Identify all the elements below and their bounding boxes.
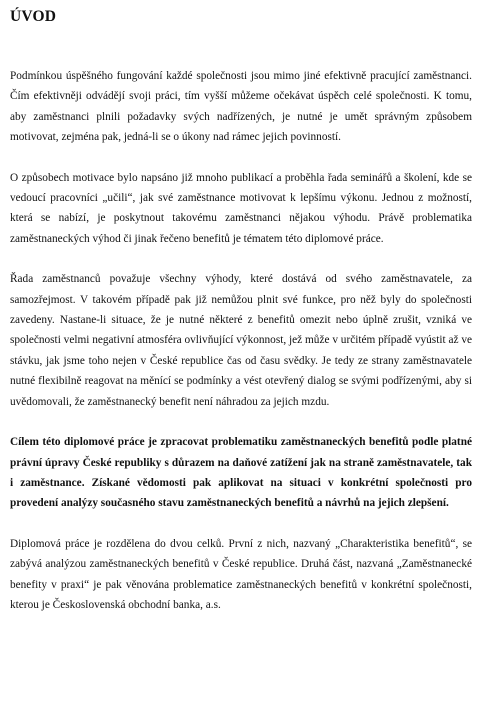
- paragraph-employees: Řada zaměstnanců považuje všechny výhody, které dostává od svého zaměstnavatele, za samozřejmost. V takovém případě pak již nemůžou plnit své funkce, pro něž byly do společnosti zavedeny. Nastane-li situace, že je nutné některé z benefitů omezit nebo úplně zrušit, vzniká ve společnosti velmi negativní atmosféra ovlivňující výkonnost, jež může v určitém případě vyústit až ve stávku, jak jsme toho nejen v České republice čas od času svědky. Je tedy ze strany zaměstnavatele nutné flexibilně reagovat na měnící se podmínky a vést otevřený dialog se svými podřízenými, aby si uvědomovali, že zaměstnanecký benefit není náhradou za jejich mzdu.: [10, 273, 472, 408]
- paragraph-intro: Podmínkou úspěšného fungování každé společnosti jsou mimo jiné efektivně pracující zaměstnanci. Čím efektivněji odvádějí svoji práci, tím vyšší můžeme očekávat úspěch celé společnosti. K tomu, aby zaměstnanci plnili požadavky svých nadřízených, je nutné je umět správným způsobem motivovat, zejména pak, jedná-li se o úkony nad rámec jejich povinností.: [10, 70, 472, 144]
- page-title: ÚVOD: [10, 8, 57, 25]
- paragraph-motivation: O způsobech motivace bylo napsáno již mnoho publikací a proběhla řada seminářů a školení, kde se vedoucí pracovníci „učili“, jak své zaměstnance motivovat k lepšímu výkonu. Jednou z možností, která se nabízí, je poskytnout takovému zaměstnanci nějakou výhodu. Právě problematika zaměstnaneckých výhod či jinak řečeno benefitů je tématem této diplomové práce.: [10, 171, 472, 245]
- document-page: [10, 8, 472, 635]
- paragraph-goal: Cílem této diplomové práce je zpracovat problematiku zaměstnaneckých benefitů podle platné právní úpravy České republiky s důrazem na daňové zatížení jak na straně zaměstnavatele, tak i zaměstnance. Získané vědomosti pak aplikovat na situaci v konkrétní společnosti pro provedení analýzy současného stavu zaměstnaneckých benefitů a návrhů na jejich zlepšení.: [10, 436, 472, 510]
- paragraph-structure: Diplomová práce je rozdělena do dvou celků. První z nich, nazvaný „Charakteristika benefitů“, se zabývá analýzou zaměstnaneckých benefitů v České republice. Druhá část, nazvaná „Zaměstnanecké benefity v praxi“ je pak věnována problematice zaměstnaneckých benefitů v konkrétní společnosti, kterou je Československá obchodní banka, a.s.: [10, 537, 472, 611]
